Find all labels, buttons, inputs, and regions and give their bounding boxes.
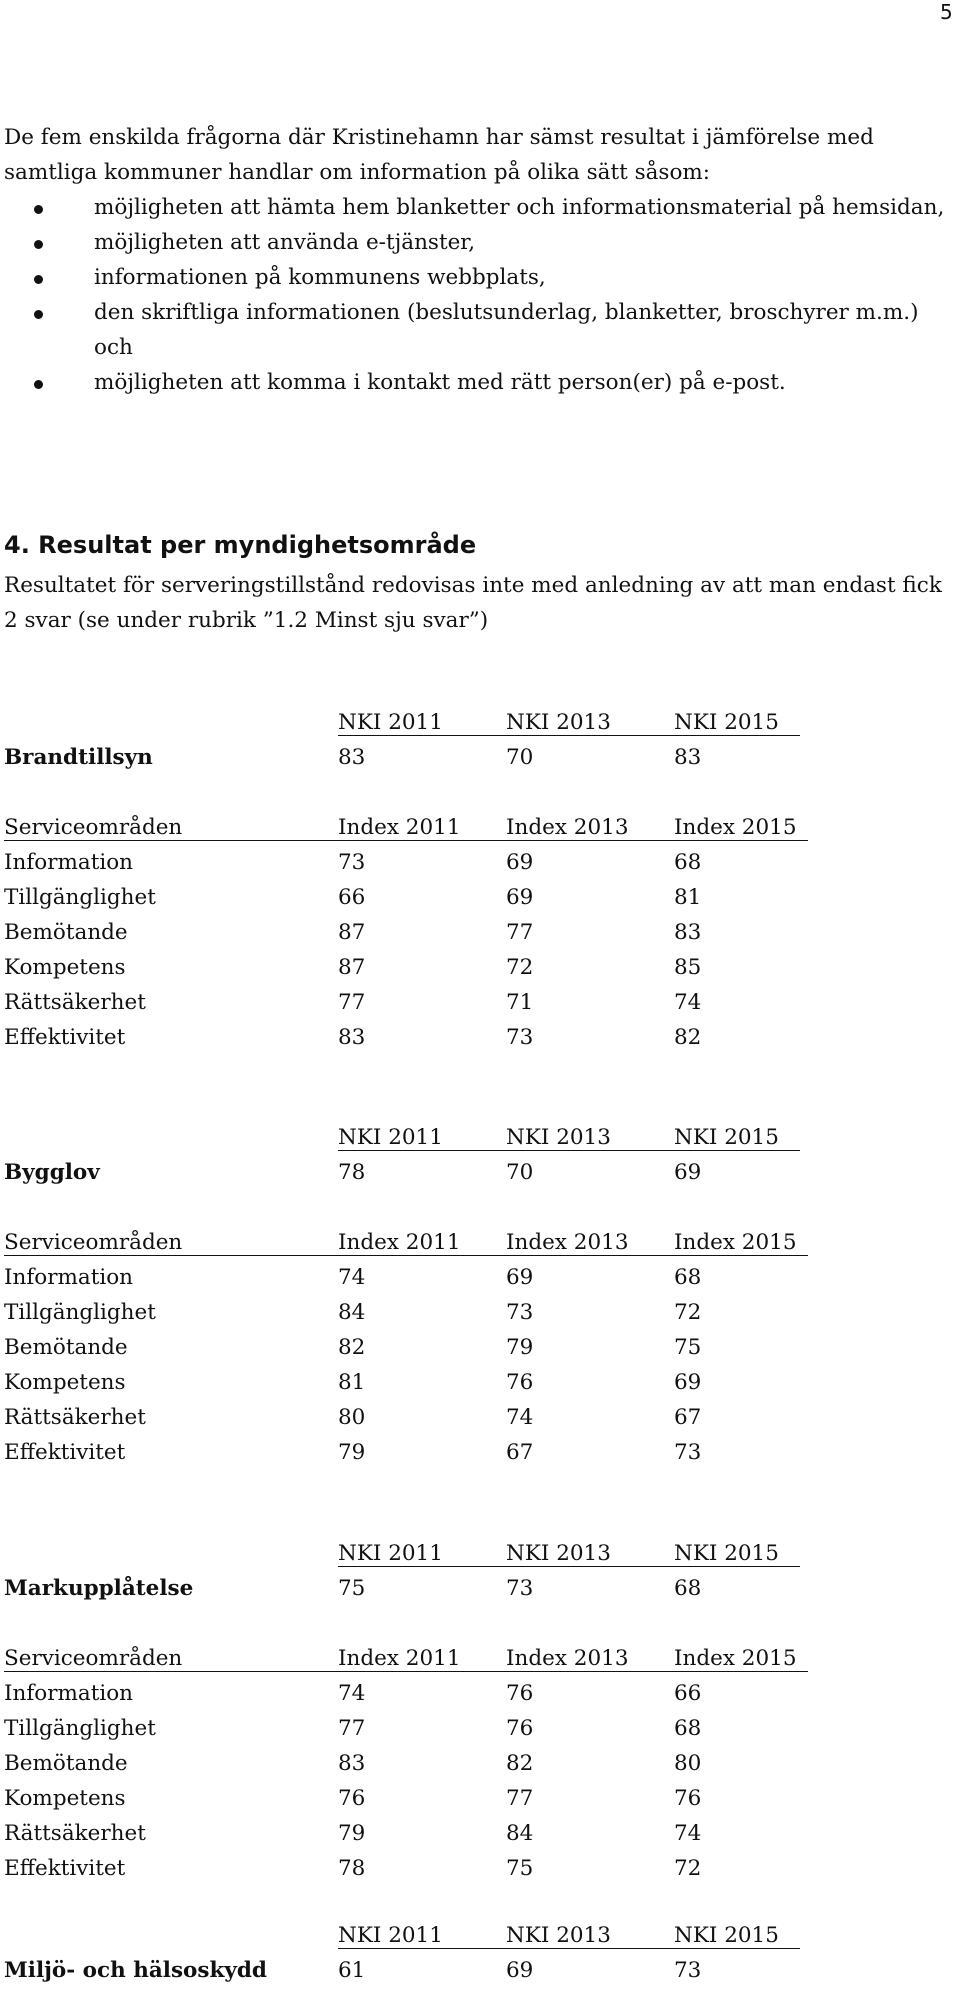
bullet-item: möjligheten att komma i kontakt med rätt person(er) på e-post. <box>4 365 954 400</box>
row-value: 87 <box>338 955 366 980</box>
row-value: 75 <box>506 1856 534 1881</box>
nki-value: 68 <box>674 1576 702 1601</box>
results-table-miljo-halsoskydd <box>4 1918 954 1988</box>
service-header: Index 2015 <box>674 815 797 840</box>
row-value: 79 <box>338 1821 366 1846</box>
row-value: 74 <box>338 1681 366 1706</box>
area-nki-row <box>4 1953 954 1988</box>
nki-header: NKI 2015 <box>674 710 779 735</box>
row-value: 77 <box>338 1716 366 1741</box>
row-value: 67 <box>506 1440 534 1465</box>
row-label: Bemötande <box>4 1335 128 1360</box>
table-row <box>4 1330 954 1365</box>
table-row <box>4 950 954 985</box>
nki-header-row <box>4 705 954 740</box>
bullet-item: möjligheten att hämta hem blanketter och informationsmaterial på hemsidan, <box>4 190 954 225</box>
row-value: 66 <box>674 1681 702 1706</box>
row-value: 67 <box>674 1405 702 1430</box>
table-row <box>4 1851 954 1886</box>
row-label: Rättsäkerhet <box>4 1821 146 1846</box>
bullet-item: den skriftliga informationen (beslutsunderlag, blanketter, broschyrer m.m.) och <box>4 295 954 365</box>
row-label: Kompetens <box>4 955 126 980</box>
nki-value: 61 <box>338 1958 366 1983</box>
row-value: 69 <box>506 1265 534 1290</box>
nki-header: NKI 2011 <box>338 710 443 735</box>
nki-value: 69 <box>506 1958 534 1983</box>
nki-header: NKI 2015 <box>674 1541 779 1566</box>
table-row <box>4 845 954 880</box>
row-value: 82 <box>338 1335 366 1360</box>
service-header: Index 2013 <box>506 815 629 840</box>
nki-header: NKI 2013 <box>506 710 611 735</box>
row-label: Effektivitet <box>4 1025 126 1050</box>
results-table-brandtillsyn <box>4 705 954 1055</box>
service-header: Index 2015 <box>674 1230 797 1255</box>
nki-header: NKI 2013 <box>506 1125 611 1150</box>
row-value: 73 <box>674 1440 702 1465</box>
service-header-row <box>4 1641 954 1676</box>
service-header: Index 2015 <box>674 1646 797 1671</box>
area-nki-row <box>4 740 954 775</box>
row-value: 76 <box>338 1786 366 1811</box>
row-label: Kompetens <box>4 1786 126 1811</box>
table-row <box>4 1746 954 1781</box>
row-value: 68 <box>674 1716 702 1741</box>
nki-value: 70 <box>506 1160 534 1185</box>
table-row <box>4 1295 954 1330</box>
row-value: 73 <box>338 850 366 875</box>
row-value: 77 <box>338 990 366 1015</box>
row-value: 79 <box>338 1440 366 1465</box>
service-header: Index 2013 <box>506 1230 629 1255</box>
row-value: 69 <box>506 850 534 875</box>
area-name: Markupplåtelse <box>4 1576 194 1601</box>
row-value: 73 <box>506 1300 534 1325</box>
row-value: 87 <box>338 920 366 945</box>
nki-header: NKI 2015 <box>674 1923 779 1948</box>
row-label: Bemötande <box>4 1751 128 1776</box>
row-value: 72 <box>674 1856 702 1881</box>
row-value: 79 <box>506 1335 534 1360</box>
row-value: 85 <box>674 955 702 980</box>
table-row <box>4 880 954 915</box>
area-nki-row <box>4 1571 954 1606</box>
row-value: 80 <box>338 1405 366 1430</box>
row-value: 75 <box>674 1335 702 1360</box>
row-label: Effektivitet <box>4 1440 126 1465</box>
nki-value: 73 <box>506 1576 534 1601</box>
nki-value: 69 <box>674 1160 702 1185</box>
section-body: Resultatet för serveringstillstånd redovisas inte med anledning av att man endast fick 2 svar (se under rubrik ”1.2 Minst sju svar”) <box>4 573 942 633</box>
row-value: 68 <box>674 1265 702 1290</box>
table-row <box>4 1711 954 1746</box>
row-value: 73 <box>506 1025 534 1050</box>
row-value: 80 <box>674 1751 702 1776</box>
intro-section <box>4 120 954 400</box>
section-heading: 4. Resultat per myndighetsområde <box>4 531 477 559</box>
nki-value: 75 <box>338 1576 366 1601</box>
service-header: Index 2011 <box>338 1646 461 1671</box>
row-label: Information <box>4 1681 134 1706</box>
service-header: Serviceområden <box>4 815 183 840</box>
row-label: Tillgänglighet <box>4 885 156 910</box>
row-value: 83 <box>674 920 702 945</box>
nki-header: NKI 2011 <box>338 1541 443 1566</box>
nki-header-row <box>4 1918 954 1953</box>
row-label: Kompetens <box>4 1370 126 1395</box>
area-name: Bygglov <box>4 1160 100 1185</box>
service-header: Serviceområden <box>4 1230 183 1255</box>
nki-header-row <box>4 1120 954 1155</box>
nki-header: NKI 2011 <box>338 1923 443 1948</box>
nki-header-row <box>4 1536 954 1571</box>
row-value: 66 <box>338 885 366 910</box>
page-number: 5 <box>940 0 953 24</box>
nki-value: 83 <box>338 745 366 770</box>
service-header: Serviceområden <box>4 1646 183 1671</box>
row-label: Information <box>4 850 134 875</box>
row-value: 76 <box>506 1370 534 1395</box>
row-value: 77 <box>506 920 534 945</box>
row-value: 78 <box>338 1856 366 1881</box>
table-row <box>4 1676 954 1711</box>
row-value: 82 <box>506 1751 534 1776</box>
nki-header: NKI 2013 <box>506 1923 611 1948</box>
row-value: 76 <box>674 1786 702 1811</box>
bullet-item: möjligheten att använda e-tjänster, <box>4 225 954 260</box>
row-value: 83 <box>338 1025 366 1050</box>
table-row <box>4 1816 954 1851</box>
table-row <box>4 1020 954 1055</box>
row-value: 77 <box>506 1786 534 1811</box>
row-value: 74 <box>506 1405 534 1430</box>
nki-value: 83 <box>674 745 702 770</box>
row-value: 69 <box>506 885 534 910</box>
nki-value: 78 <box>338 1160 366 1185</box>
row-value: 72 <box>506 955 534 980</box>
nki-header: NKI 2013 <box>506 1541 611 1566</box>
row-label: Rättsäkerhet <box>4 990 146 1015</box>
service-header: Index 2011 <box>338 1230 461 1255</box>
table-row <box>4 1260 954 1295</box>
intro-bullet-list <box>4 190 954 400</box>
row-label: Information <box>4 1265 134 1290</box>
nki-value: 70 <box>506 745 534 770</box>
table-row <box>4 1435 954 1470</box>
area-nki-row <box>4 1155 954 1190</box>
row-value: 74 <box>674 1821 702 1846</box>
results-table-bygglov <box>4 1120 954 1470</box>
row-label: Tillgänglighet <box>4 1716 156 1741</box>
row-value: 81 <box>338 1370 366 1395</box>
nki-value: 73 <box>674 1958 702 1983</box>
service-header: Index 2013 <box>506 1646 629 1671</box>
row-value: 84 <box>338 1300 366 1325</box>
service-header: Index 2011 <box>338 815 461 840</box>
row-value: 76 <box>506 1681 534 1706</box>
area-name: Miljö- och hälsoskydd <box>4 1958 267 1983</box>
nki-header: NKI 2015 <box>674 1125 779 1150</box>
row-value: 81 <box>674 885 702 910</box>
row-value: 83 <box>338 1751 366 1776</box>
row-label: Bemötande <box>4 920 128 945</box>
table-row <box>4 985 954 1020</box>
intro-paragraph: De fem enskilda frågorna där Kristinehamn har sämst resultat i jämförelse med samtliga kommuner handlar om information på olika sätt såsom: <box>4 125 874 185</box>
row-value: 68 <box>674 850 702 875</box>
row-value: 84 <box>506 1821 534 1846</box>
service-header-row <box>4 1225 954 1260</box>
results-table-markupplatelse <box>4 1536 954 1886</box>
service-header-row <box>4 810 954 845</box>
row-value: 72 <box>674 1300 702 1325</box>
nki-header: NKI 2011 <box>338 1125 443 1150</box>
row-value: 74 <box>674 990 702 1015</box>
table-row <box>4 1400 954 1435</box>
row-label: Tillgänglighet <box>4 1300 156 1325</box>
area-name: Brandtillsyn <box>4 745 153 770</box>
row-value: 82 <box>674 1025 702 1050</box>
table-row <box>4 915 954 950</box>
bullet-item: informationen på kommunens webbplats, <box>4 260 954 295</box>
row-value: 69 <box>674 1370 702 1395</box>
row-label: Rättsäkerhet <box>4 1405 146 1430</box>
row-value: 71 <box>506 990 534 1015</box>
table-row <box>4 1781 954 1816</box>
table-row <box>4 1365 954 1400</box>
row-value: 76 <box>506 1716 534 1741</box>
row-label: Effektivitet <box>4 1856 126 1881</box>
row-value: 74 <box>338 1265 366 1290</box>
